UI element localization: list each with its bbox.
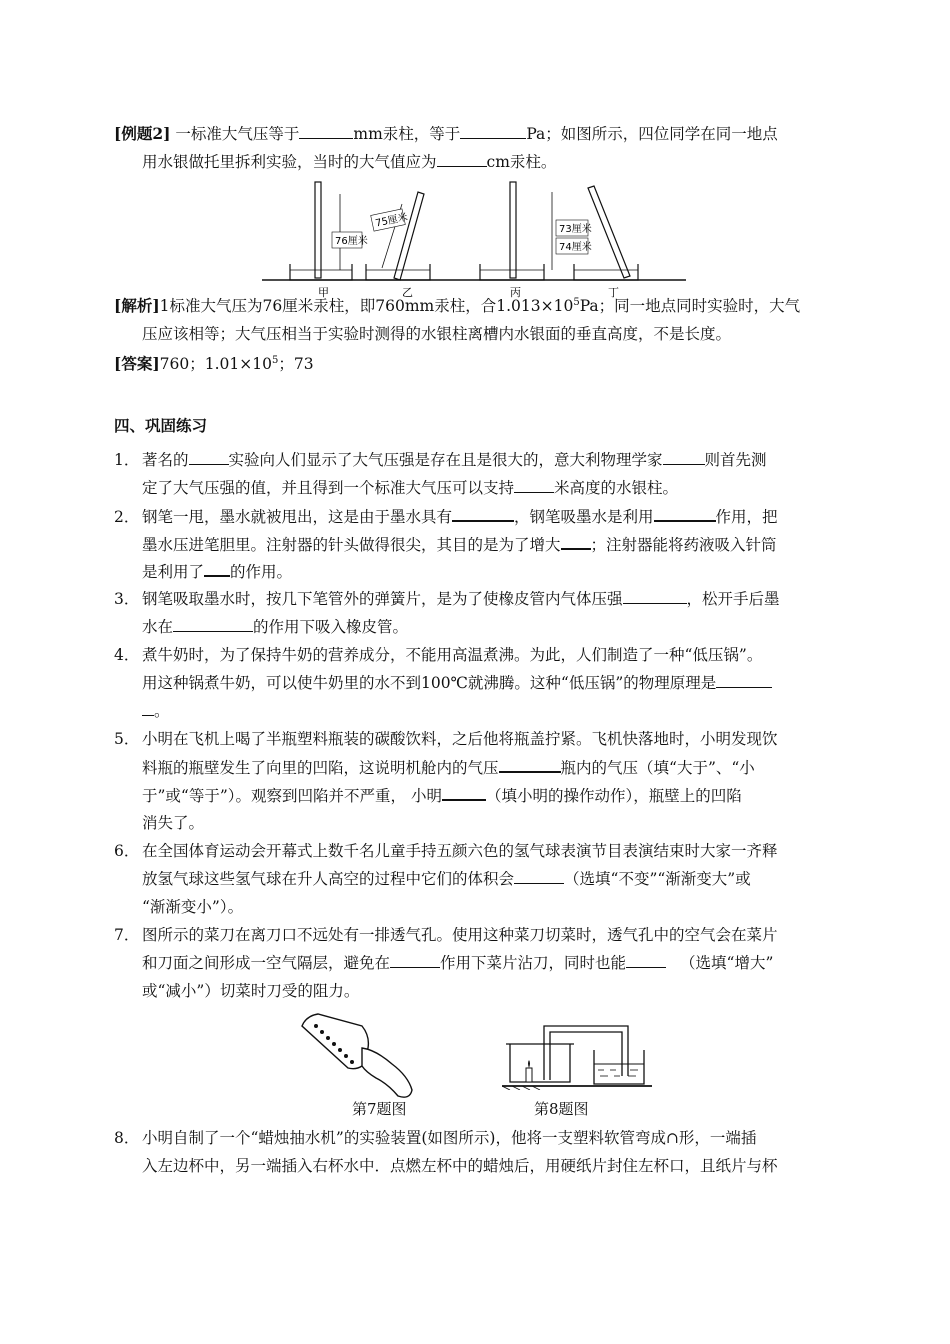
question-2-line2: 墨水压进笔胆里。注射器的针头做得很尖，其目的是为了增大 ；注射器能将药液吸入针筒 xyxy=(142,536,777,554)
blank[interactable] xyxy=(623,589,687,604)
question-4-line1: 4． 煮牛奶时，为了保持牛奶的营养成分，不能用高温煮沸。为此，人们制造了一种“低压锅”。 xyxy=(114,646,763,664)
blank[interactable] xyxy=(173,617,253,632)
analysis-line2: 压应该相等；大气压相当于实验时测得的水银柱离槽内水银面的垂直高度，不是长度。 xyxy=(142,325,732,343)
water xyxy=(598,1070,638,1076)
question-5-line3: 于”或“等于”）。观察到凹陷并不严重， 小明 （填小明的操作动作），瓶壁上的凹陷 xyxy=(142,787,742,805)
question-8-line2: 入左边杯中，另一端插入右杯水中．点燃左杯中的蜡烛后，用硬纸片封住左杯口，且纸片与杯 xyxy=(142,1157,778,1175)
candle-pump-figure xyxy=(502,1018,652,1090)
label-jia: 76厘米 xyxy=(335,236,368,247)
figure-7-caption: 第7题图 xyxy=(352,1100,407,1118)
question-1-line2: 定了大气压强的值，并且得到一个标准大气压可以支持 米高度的水银柱。 xyxy=(142,479,679,497)
blank[interactable] xyxy=(514,869,564,884)
blank[interactable] xyxy=(654,506,716,522)
question-5-line2: 料瓶的瓶壁发生了向里的凹陷，这说明机舱内的气压 瓶内的气压（填“大于”、“小 xyxy=(142,759,755,777)
blank[interactable] xyxy=(626,953,666,968)
blank[interactable] xyxy=(189,450,229,465)
section-title: 四、巩固练习 xyxy=(114,417,208,435)
question-2-line3: 是利用了 的作用。 xyxy=(142,563,293,581)
analysis-tag: [解析] xyxy=(114,296,160,315)
example2-line2: 用水银做托里拆利实验，当时的大气值应为 cm汞柱。 xyxy=(142,153,557,171)
question-8-line1: 8． 小明自制了一个“蜡烛抽水机”的实验装置(如图所示)，他将一支塑料软管弯成∩形，一端插 xyxy=(114,1129,757,1147)
label-yi: 75厘米 xyxy=(374,211,409,230)
tube-jia xyxy=(290,182,368,280)
left-cup xyxy=(510,1044,570,1082)
label-bing: 73厘米 xyxy=(559,224,592,235)
question-5-line1: 5． 小明在飞机上喝了半瓶塑料瓶装的碳酸饮料，之后他将瓶盖拧紧。飞机快落地时，小明发现饮 xyxy=(114,730,778,748)
example-tag: [例题2] xyxy=(114,124,171,143)
blank[interactable] xyxy=(452,506,514,522)
question-6-line3: “渐渐变小”）。 xyxy=(142,898,244,916)
name-jia: 甲 xyxy=(318,286,329,298)
question-6-line2: 放氢气球这些氢气球在升人高空的过程中它们的体积会 （选填“不变”“渐渐变大”或 xyxy=(142,870,751,888)
knife-handle xyxy=(362,1048,412,1097)
blank[interactable] xyxy=(204,561,230,577)
question-6-line1: 6． 在全国体育运动会开幕式上数千名儿童手持五颜六色的氢气球表演节目表演结束时大家一齐释 xyxy=(114,842,778,860)
blank[interactable] xyxy=(499,757,561,773)
blank[interactable] xyxy=(514,478,554,493)
tube-bing xyxy=(480,182,592,280)
name-bing: 丙 xyxy=(510,286,521,298)
question-7-line1: 7． 图所示的菜刀在离刀口不远处有一排透气孔。使用这种菜刀切菜时，透气孔中的空气会在菜片 xyxy=(114,926,778,944)
right-cup xyxy=(594,1050,644,1084)
example2-line1: [例题2] 一标准大气压等于 mm汞柱，等于 Pa；如图所示，四位同学在同一地点 xyxy=(114,124,778,143)
answer-tag: [答案] xyxy=(114,354,160,373)
question-5-line4: 消失了。 xyxy=(142,814,205,832)
answer-line: [答案]760；$1.01\times 10^5$；73 xyxy=(114,354,314,373)
name-yi: 乙 xyxy=(402,286,413,298)
analysis-line1: [解析]1标准大气压为76厘米汞柱，即760mm汞柱，合$1.013\times 10^5Pa$；同一地点同时实验时，大气 xyxy=(114,296,801,315)
question-3-line1: 3． 钢笔吸取墨水时，按几下笔管外的弹簧片，是为了使橡皮管内气体压强 ，松开手后墨 xyxy=(114,590,780,608)
knife-blade xyxy=(302,1014,368,1069)
blank[interactable] xyxy=(142,701,154,716)
blank[interactable] xyxy=(561,534,591,550)
name-ding: 丁 xyxy=(608,286,619,298)
blank[interactable] xyxy=(442,785,486,801)
kitchen-knife-figure xyxy=(296,1008,426,1104)
tube xyxy=(544,1026,628,1080)
figure-8-caption: 第8题图 xyxy=(534,1100,589,1118)
blank[interactable] xyxy=(299,124,353,139)
blank[interactable] xyxy=(663,450,705,465)
question-4-line2: 用这种锅煮牛奶，可以使牛奶里的水不到100℃就沸腾。这种“低压锅”的物理原理是 xyxy=(142,673,772,693)
question-7-line2: 和刀面之间形成一空气隔层，避免在 作用下菜片沾刀，同时也能 （选填“增大” xyxy=(142,954,774,972)
tube-yi xyxy=(366,192,430,280)
question-7-line3: 或“减小”）切菜时刀受的阻力。 xyxy=(142,982,360,1000)
label-ding: 74厘米 xyxy=(559,242,592,253)
question-3-line2: 水在 的作用下吸入橡皮管。 xyxy=(142,618,409,636)
question-1-line1: 1． 著名的 实验向人们显示了大气压强是存在且是很大的，意大利物理学家 则首先测 xyxy=(114,451,767,469)
blank[interactable] xyxy=(716,673,772,688)
blank[interactable] xyxy=(390,953,440,968)
blank[interactable] xyxy=(437,152,487,167)
question-2-line1: 2． 钢笔一甩，墨水就被甩出，这是由于墨水具有 ，钢笔吸墨水是利用 作用，把 xyxy=(114,508,778,526)
candle xyxy=(526,1068,532,1082)
torricelli-figure xyxy=(262,176,686,298)
blank[interactable] xyxy=(460,124,526,139)
question-4-line3: 。 xyxy=(142,701,170,721)
